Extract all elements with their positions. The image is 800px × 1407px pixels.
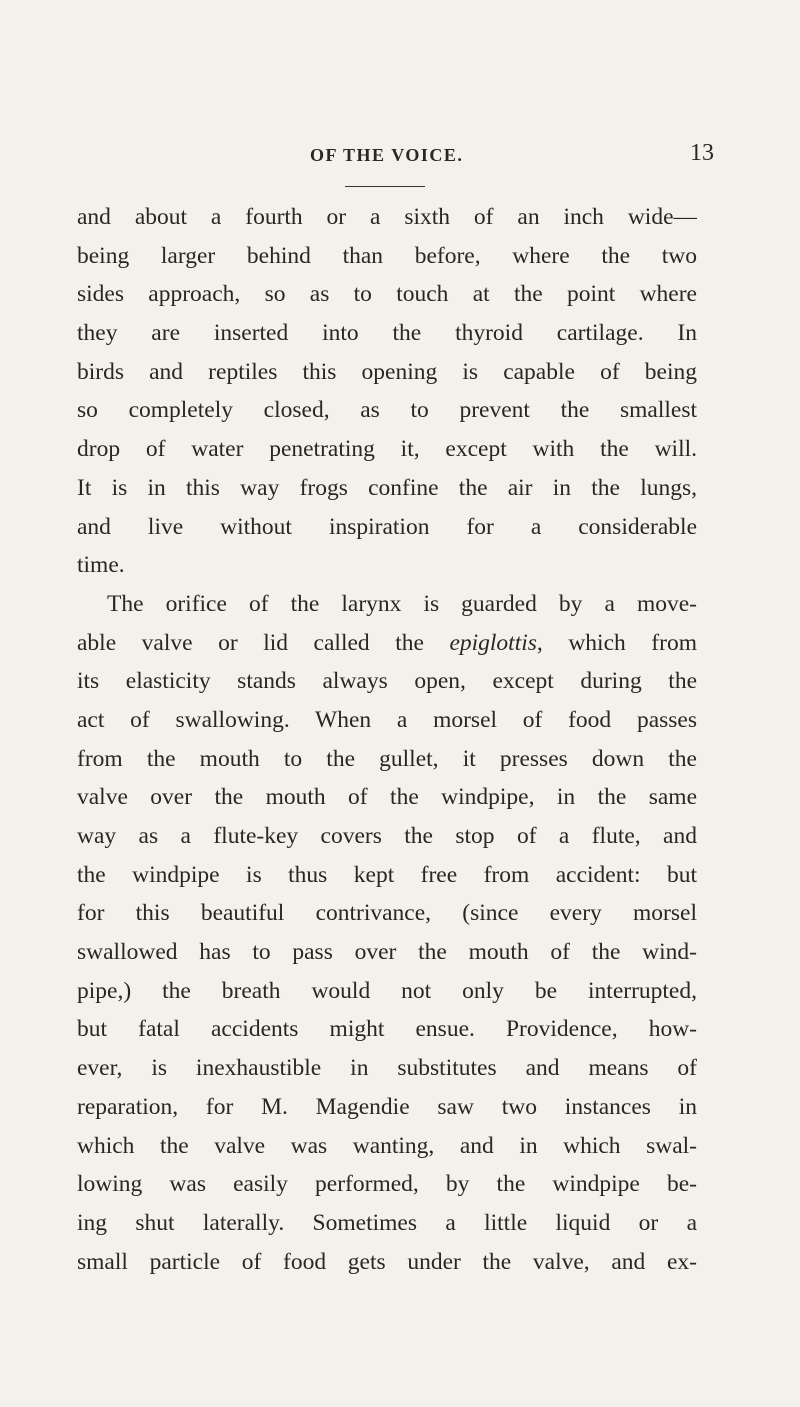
text-line: It is in this way frogs confine the air in the lungs,: [77, 474, 697, 501]
text-line: drop of water penetrating it, except with the will.: [77, 436, 697, 463]
text-line: so completely closed, as to prevent the smallest: [77, 397, 697, 424]
text-line: for this beautiful contrivance, (since every morsel: [77, 900, 697, 927]
text-line: the windpipe is thus kept free from accident: but: [77, 861, 697, 888]
text-line: which the valve was wanting, and in which swal-: [77, 1132, 697, 1159]
italic-term-epiglottis: epiglottis: [449, 629, 537, 656]
text-line: ing shut laterally. Sometimes a little liquid or a: [77, 1209, 697, 1236]
text-line: lowing was easily performed, by the windpipe be-: [77, 1171, 697, 1198]
text-line: and live without inspiration for a considerable: [77, 513, 697, 540]
text-segment: , which from: [536, 629, 697, 656]
text-line: from the mouth to the gullet, it presses down the: [77, 745, 697, 772]
text-line: act of swallowing. When a morsel of food passes: [77, 706, 697, 733]
page-number: 13: [690, 140, 714, 166]
body-text: [77, 198, 697, 1281]
text-line: small particle of food gets under the valve, and ex-: [77, 1248, 697, 1275]
text-line: sides approach, so as to touch at the point where: [77, 281, 697, 308]
text-line: pipe,) the breath would not only be interrupted,: [77, 977, 697, 1004]
text-line: and about a fourth or a sixth of an inch wide—: [77, 204, 697, 230]
text-line: ever, is inexhaustible in substitutes and means of: [77, 1055, 697, 1082]
text-line: time.: [77, 552, 125, 579]
text-line-paragraph-start: The orifice of the larynx is guarded by a move-: [107, 590, 697, 617]
text-line: reparation, for M. Magendie saw two instances in: [77, 1093, 697, 1120]
text-line: they are inserted into the thyroid cartilage. In: [77, 320, 697, 347]
text-line: birds and reptiles this opening is capable of being: [77, 358, 697, 385]
text-segment: able valve or lid called the: [77, 629, 450, 656]
running-head: [0, 140, 800, 180]
text-line: being larger behind than before, where the two: [77, 242, 697, 269]
text-line: but fatal accidents might ensue. Providence, how-: [77, 1016, 697, 1043]
header-rule: [345, 186, 425, 187]
text-line-with-italic: [77, 624, 697, 663]
text-line: valve over the mouth of the windpipe, in the same: [77, 784, 697, 811]
text-line: way as a flute-key covers the stop of a flute, and: [77, 823, 697, 849]
running-title: OF THE VOICE.: [310, 145, 464, 165]
text-line: its elasticity stands always open, except during the: [77, 668, 697, 695]
text-line: swallowed has to pass over the mouth of the wind-: [77, 939, 697, 966]
